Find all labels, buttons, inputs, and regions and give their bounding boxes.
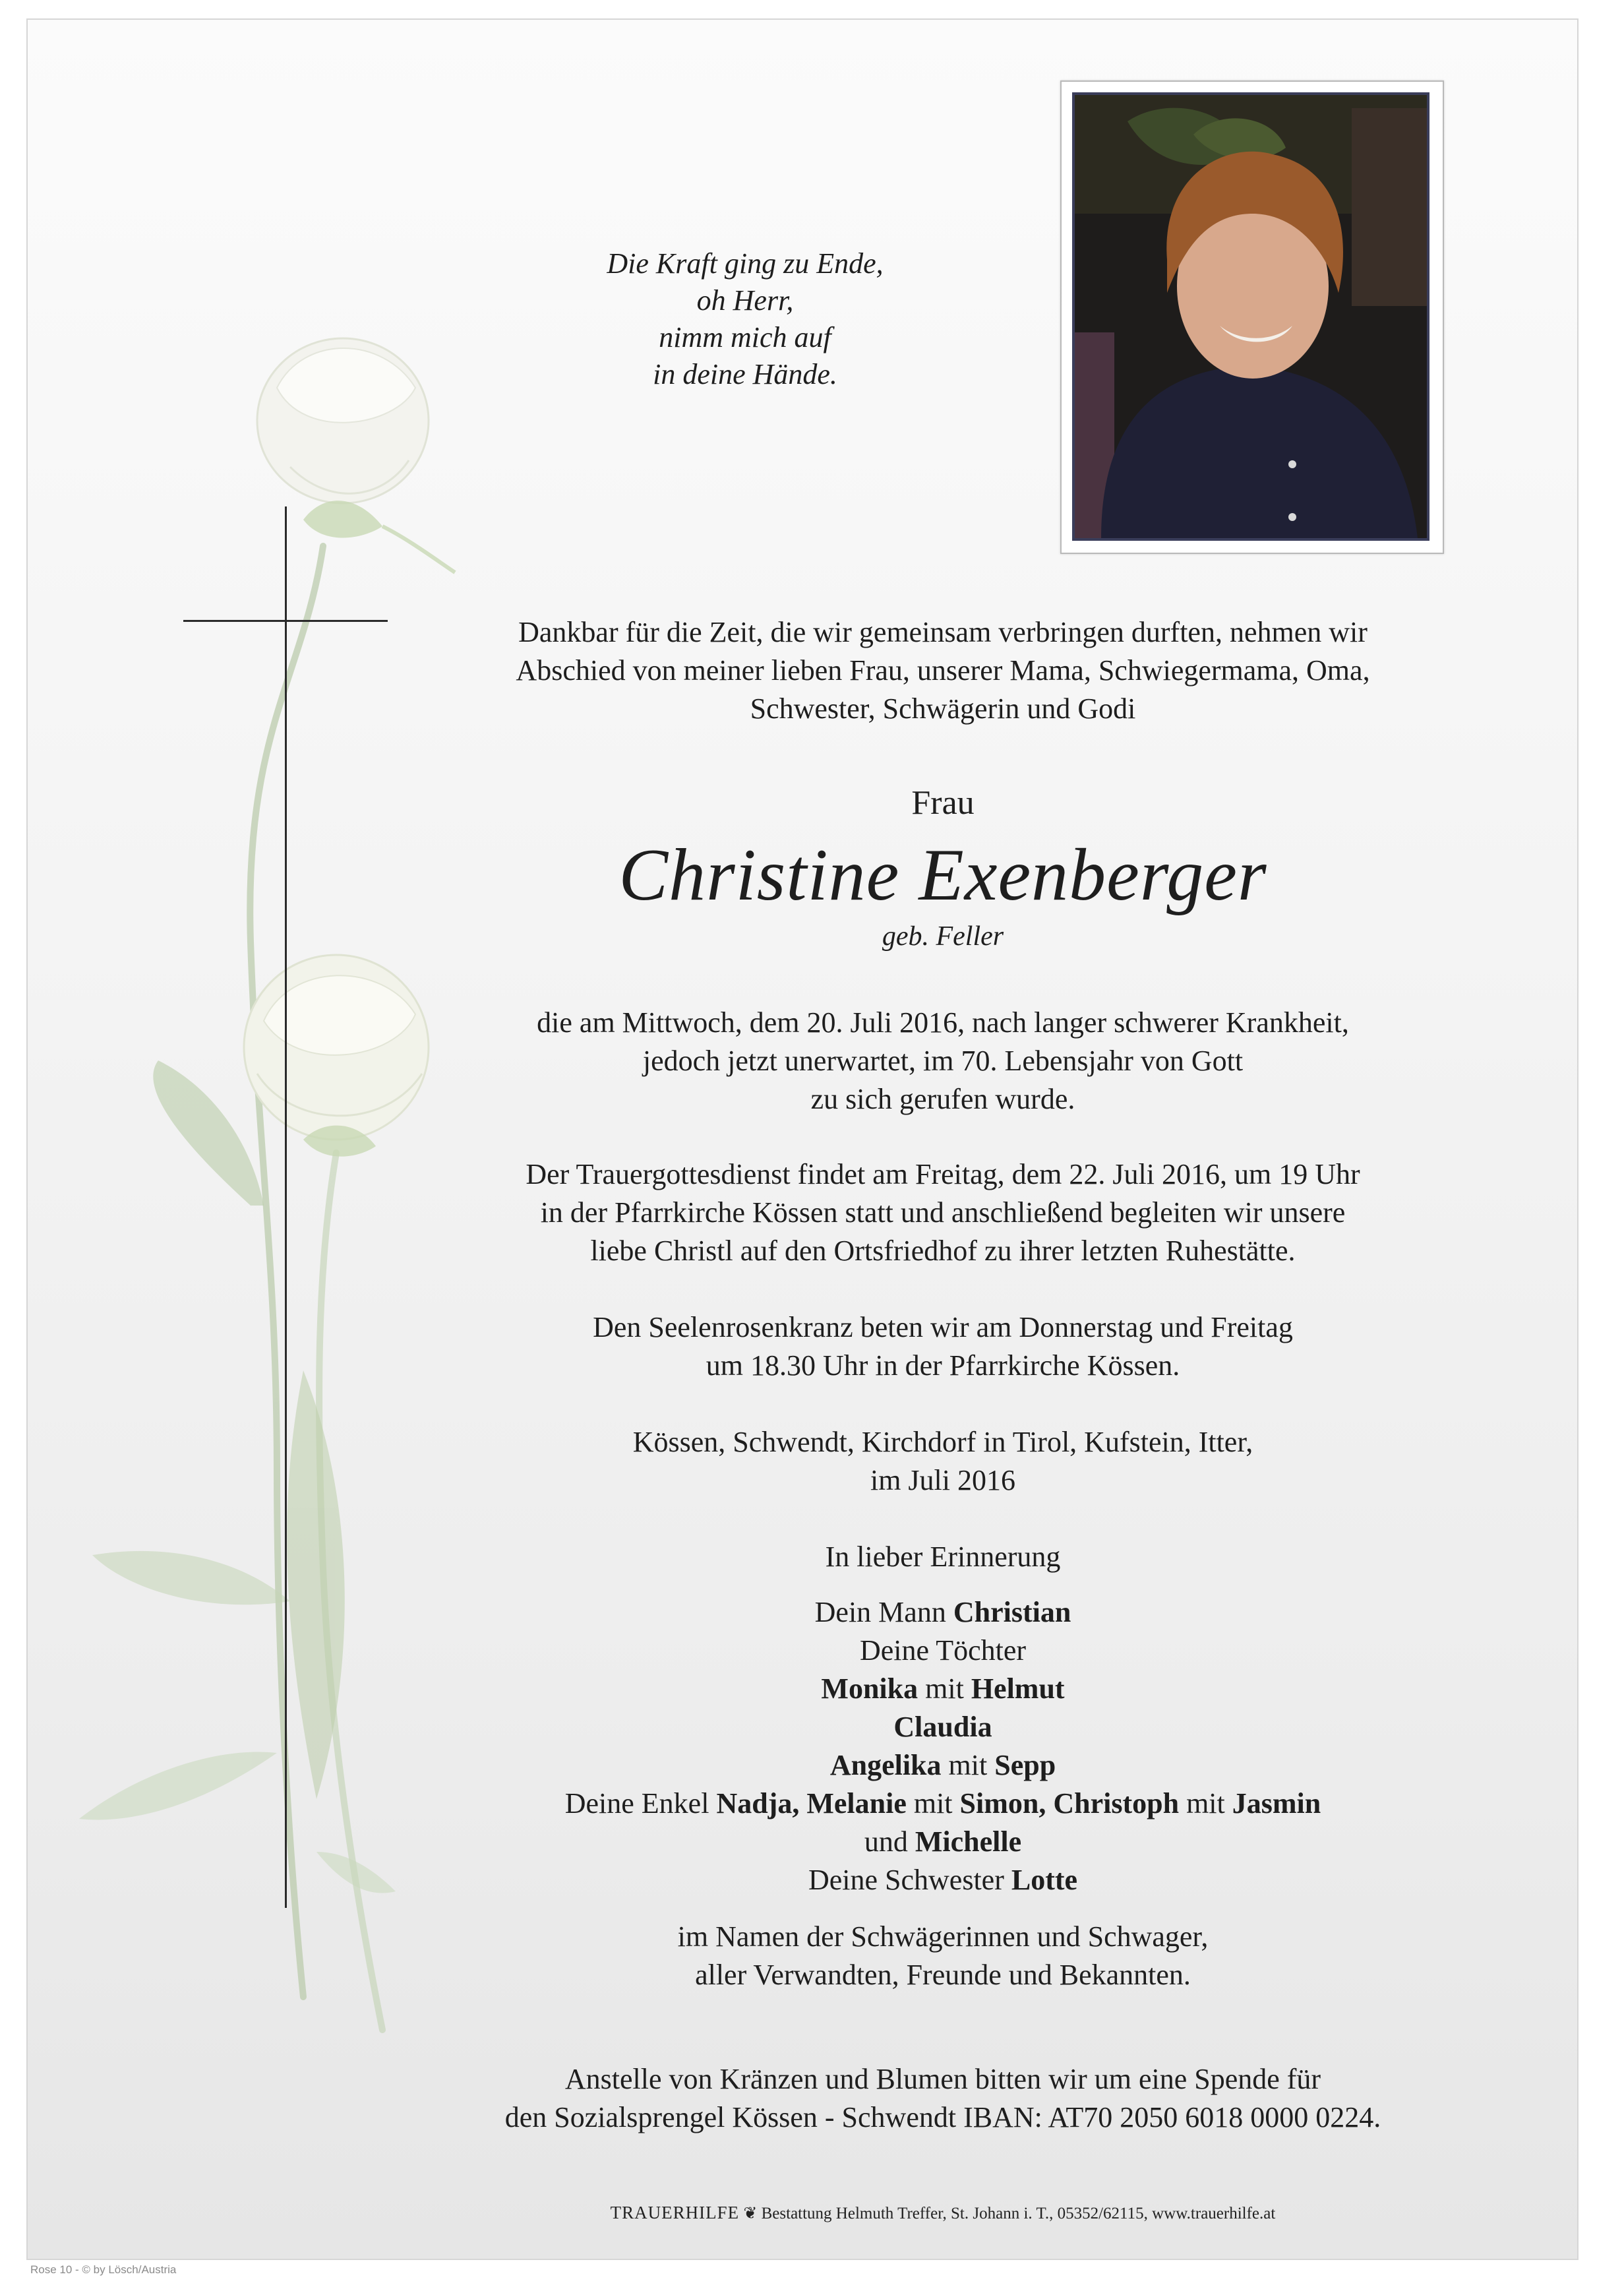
service-line: liebe Christl auf den Ortsfriedhof zu ihrer letzten Ruhestätte. xyxy=(590,1235,1296,1267)
relatives-line: im Namen der Schwägerinnen und Schwager, xyxy=(677,1920,1209,1953)
service-line: in der Pfarrkirche Kössen statt und anschließend begleiten wir unsere xyxy=(540,1196,1346,1229)
portrait-photo-frame xyxy=(1060,80,1444,554)
wheat-icon: ❦ xyxy=(743,2205,758,2222)
rosary-line: um 18.30 Uhr in der Pfarrkirche Kössen. xyxy=(706,1349,1180,1382)
mourners-heading: In lieber Erinnerung xyxy=(825,1541,1061,1573)
bible-quote xyxy=(527,245,963,393)
cross-horizontal-bar xyxy=(183,620,388,622)
salutation: Frau xyxy=(911,784,975,822)
death-notice-line: zu sich gerufen wurde. xyxy=(810,1083,1075,1115)
place-line: Kössen, Schwendt, Kirchdorf in Tirol, Kufstein, Itter, xyxy=(632,1426,1253,1458)
donation-line: den Sozialsprengel Kössen - Schwendt IBAN: AT70 2050 6018 0000 0224. xyxy=(504,2101,1381,2133)
intro-text xyxy=(409,613,1477,728)
funeral-home-footer xyxy=(462,2203,1424,2223)
deceased-name: Christine Exenberger xyxy=(618,834,1267,916)
quote-line: in deine Hände. xyxy=(653,358,837,390)
mourner-line: Monika mit Helmut xyxy=(821,1672,1065,1705)
date-line: im Juli 2016 xyxy=(870,1464,1016,1496)
donation-line: Anstelle von Kränzen und Blumen bitten wir um eine Spende für xyxy=(564,2063,1321,2095)
mourners-list xyxy=(409,1538,1477,1899)
portrait-photo xyxy=(1072,92,1429,541)
funeral-home-brand: TRAUERHILFE xyxy=(610,2203,740,2222)
quote-line: nimm mich auf xyxy=(659,321,831,353)
rosary-text xyxy=(409,1308,1477,1385)
mourner-line: Deine Schwester Lotte xyxy=(808,1864,1078,1896)
cross-vertical-bar xyxy=(285,506,287,1908)
funeral-home-details: Bestattung Helmuth Treffer, St. Johann i. T., 05352/62115, www.trauerhilfe.at xyxy=(761,2205,1276,2222)
place-date-text xyxy=(409,1423,1477,1500)
intro-line: Dankbar für die Zeit, die wir gemeinsam verbringen durften, nehmen wir xyxy=(518,616,1368,648)
death-notice-line: jedoch jetzt unerwartet, im 70. Lebensjahr von Gott xyxy=(642,1045,1244,1077)
death-notice-line: die am Mittwoch, dem 20. Juli 2016, nach langer schwerer Krankheit, xyxy=(537,1006,1349,1039)
quote-line: oh Herr, xyxy=(696,284,794,317)
intro-line: Abschied von meiner lieben Frau, unserer Mama, Schwiegermama, Oma, xyxy=(516,654,1370,687)
image-credit: Rose 10 - © by Lösch/Austria xyxy=(30,2263,177,2276)
relatives-line: aller Verwandten, Freunde und Bekannten. xyxy=(695,1959,1191,1991)
rosary-line: Den Seelenrosenkranz beten wir am Donnerstag und Freitag xyxy=(593,1311,1293,1343)
birth-name: geb. Feller xyxy=(882,921,1004,952)
quote-line: Die Kraft ging zu Ende, xyxy=(607,247,884,280)
mourner-line: Deine Töchter xyxy=(859,1634,1027,1667)
mourner-line: und Michelle xyxy=(864,1825,1022,1858)
relatives-text xyxy=(409,1918,1477,1994)
death-notice-text xyxy=(409,1004,1477,1118)
funeral-service-text xyxy=(409,1155,1477,1270)
intro-line: Schwester, Schwägerin und Godi xyxy=(750,692,1136,725)
service-line: Der Trauergottesdienst findet am Freitag, dem 22. Juli 2016, um 19 Uhr xyxy=(526,1158,1360,1190)
mourner-line: Angelika mit Sepp xyxy=(829,1749,1056,1781)
mourner-line: Deine Enkel Nadja, Melanie mit Simon, Christoph mit Jasmin xyxy=(564,1787,1321,1820)
mourner-line: Dein Mann Christian xyxy=(814,1596,1071,1628)
donation-text xyxy=(409,2060,1477,2137)
mourner-line: Claudia xyxy=(893,1711,992,1743)
